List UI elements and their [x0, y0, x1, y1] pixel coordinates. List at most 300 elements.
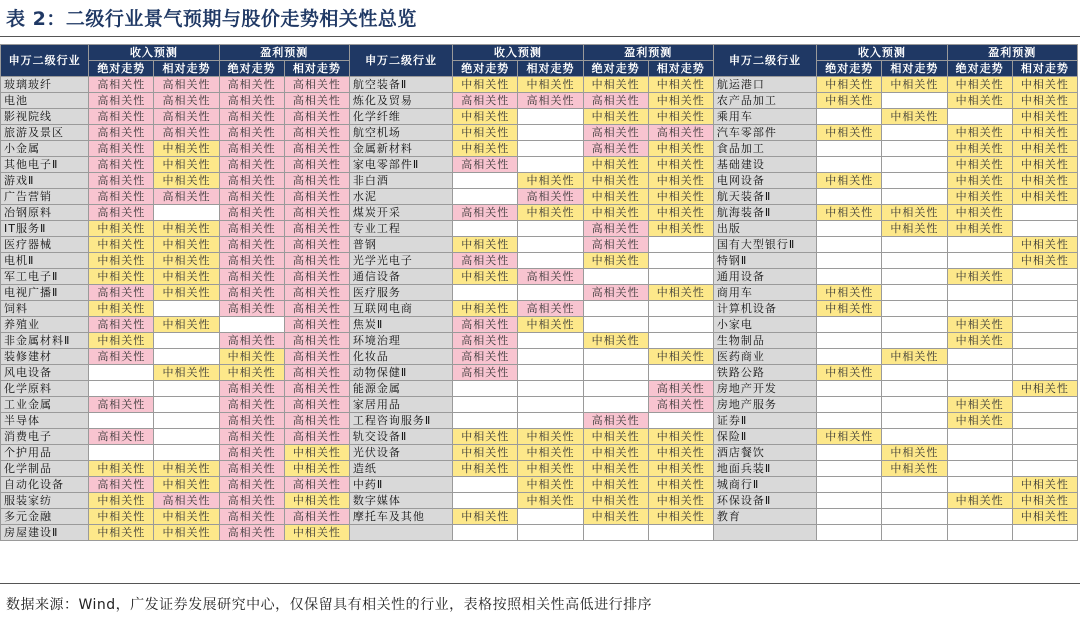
correlation-cell: 中相关性 — [947, 397, 1012, 413]
table-row — [1, 205, 1078, 221]
correlation-cell: 中相关性 — [453, 301, 518, 317]
correlation-cell: 中相关性 — [453, 461, 518, 477]
industry-name-cell: 医疗服务 — [349, 285, 452, 301]
correlation-cell — [882, 333, 947, 349]
industry-name-cell — [349, 525, 452, 541]
industry-name-cell: 食品加工 — [713, 141, 816, 157]
correlation-cell: 高相关性 — [89, 189, 154, 205]
correlation-cell — [882, 253, 947, 269]
correlation-cell — [882, 269, 947, 285]
correlation-cell: 中相关性 — [154, 253, 219, 269]
correlation-cell — [154, 333, 219, 349]
table-row — [1, 349, 1078, 365]
industry-name-cell: 医药商业 — [713, 349, 816, 365]
correlation-cell: 中相关性 — [583, 493, 648, 509]
table-row — [1, 173, 1078, 189]
correlation-cell: 高相关性 — [518, 189, 583, 205]
correlation-cell: 中相关性 — [453, 77, 518, 93]
table-row — [1, 77, 1078, 93]
correlation-cell: 高相关性 — [284, 381, 349, 397]
correlation-cell — [453, 477, 518, 493]
correlation-cell: 高相关性 — [219, 493, 284, 509]
correlation-cell — [882, 509, 947, 525]
col-header-revenue: 收入预测 — [453, 45, 583, 61]
correlation-cell — [882, 477, 947, 493]
correlation-cell: 高相关性 — [284, 301, 349, 317]
correlation-cell: 中相关性 — [648, 221, 713, 237]
table-row — [1, 141, 1078, 157]
header-row-1 — [1, 45, 1078, 61]
correlation-cell — [518, 157, 583, 173]
correlation-cell: 高相关性 — [453, 349, 518, 365]
industry-name-cell: 房屋建设Ⅱ — [1, 525, 89, 541]
industry-name-cell: 自动化设备 — [1, 477, 89, 493]
correlation-cell — [817, 253, 882, 269]
correlation-cell: 高相关性 — [89, 317, 154, 333]
correlation-cell: 中相关性 — [882, 221, 947, 237]
industry-name-cell: 消费电子 — [1, 429, 89, 445]
correlation-cell — [947, 525, 1012, 541]
industry-name-cell: 基础建设 — [713, 157, 816, 173]
correlation-cell: 中相关性 — [1012, 93, 1077, 109]
correlation-cell — [154, 205, 219, 221]
correlation-cell — [1012, 429, 1077, 445]
correlation-cell — [453, 493, 518, 509]
title-divider — [0, 36, 1080, 37]
correlation-cell — [817, 477, 882, 493]
industry-name-cell: 保险Ⅱ — [713, 429, 816, 445]
correlation-cell — [518, 109, 583, 125]
correlation-cell: 中相关性 — [648, 285, 713, 301]
correlation-cell — [882, 173, 947, 189]
industry-name-cell: 医疗器械 — [1, 237, 89, 253]
correlation-cell: 高相关性 — [453, 317, 518, 333]
table-row — [1, 109, 1078, 125]
correlation-cell: 高相关性 — [284, 205, 349, 221]
correlation-cell — [817, 237, 882, 253]
correlation-cell — [882, 141, 947, 157]
correlation-cell: 中相关性 — [648, 93, 713, 109]
industry-name-cell: 国有大型银行Ⅱ — [713, 237, 816, 253]
industry-name-cell: 生物制品 — [713, 333, 816, 349]
correlation-cell — [882, 125, 947, 141]
correlation-cell: 高相关性 — [89, 205, 154, 221]
table-row — [1, 237, 1078, 253]
table-row — [1, 93, 1078, 109]
correlation-cell: 高相关性 — [154, 189, 219, 205]
industry-name-cell: 广告营销 — [1, 189, 89, 205]
correlation-cell — [154, 301, 219, 317]
col-header-revenue: 收入预测 — [817, 45, 947, 61]
correlation-cell — [648, 317, 713, 333]
correlation-cell — [518, 237, 583, 253]
correlation-cell: 中相关性 — [947, 173, 1012, 189]
correlation-cell: 中相关性 — [583, 109, 648, 125]
correlation-cell: 中相关性 — [583, 157, 648, 173]
industry-name-cell: 煤炭开采 — [349, 205, 452, 221]
correlation-cell: 中相关性 — [453, 237, 518, 253]
correlation-cell — [817, 157, 882, 173]
correlation-cell: 中相关性 — [453, 429, 518, 445]
industry-name-cell: 游戏Ⅱ — [1, 173, 89, 189]
correlation-cell — [882, 317, 947, 333]
correlation-cell: 中相关性 — [817, 301, 882, 317]
industry-name-cell: 航海装备Ⅱ — [713, 205, 816, 221]
correlation-cell: 高相关性 — [583, 125, 648, 141]
correlation-cell — [817, 109, 882, 125]
correlation-cell — [583, 301, 648, 317]
correlation-cell: 中相关性 — [518, 317, 583, 333]
col-header-abs: 绝对走势 — [453, 61, 518, 77]
table-row — [1, 221, 1078, 237]
table-row — [1, 461, 1078, 477]
correlation-cell: 中相关性 — [583, 333, 648, 349]
correlation-cell — [583, 397, 648, 413]
table-row — [1, 525, 1078, 541]
correlation-cell — [583, 525, 648, 541]
correlation-cell: 中相关性 — [154, 525, 219, 541]
correlation-cell: 高相关性 — [648, 125, 713, 141]
correlation-cell — [648, 365, 713, 381]
correlation-cell: 中相关性 — [1012, 253, 1077, 269]
industry-name-cell: 水泥 — [349, 189, 452, 205]
correlation-cell: 中相关性 — [518, 429, 583, 445]
correlation-cell — [882, 189, 947, 205]
correlation-cell: 中相关性 — [518, 173, 583, 189]
correlation-cell — [154, 445, 219, 461]
industry-name-cell: 旅游及景区 — [1, 125, 89, 141]
industry-name-cell: 乘用车 — [713, 109, 816, 125]
correlation-cell — [1012, 445, 1077, 461]
col-header-abs: 绝对走势 — [583, 61, 648, 77]
correlation-cell: 高相关性 — [219, 509, 284, 525]
correlation-cell: 高相关性 — [154, 109, 219, 125]
correlation-cell — [453, 189, 518, 205]
correlation-cell — [882, 493, 947, 509]
correlation-cell: 中相关性 — [154, 141, 219, 157]
correlation-cell: 高相关性 — [219, 381, 284, 397]
correlation-cell: 中相关性 — [89, 509, 154, 525]
correlation-cell: 中相关性 — [1012, 157, 1077, 173]
correlation-cell — [817, 189, 882, 205]
correlation-cell: 中相关性 — [947, 493, 1012, 509]
correlation-cell: 中相关性 — [518, 77, 583, 93]
correlation-cell: 高相关性 — [219, 285, 284, 301]
industry-name-cell: 互联网电商 — [349, 301, 452, 317]
correlation-cell — [817, 413, 882, 429]
table-row — [1, 285, 1078, 301]
correlation-cell: 高相关性 — [89, 397, 154, 413]
industry-name-cell: 农产品加工 — [713, 93, 816, 109]
correlation-cell: 中相关性 — [648, 173, 713, 189]
correlation-cell: 中相关性 — [154, 285, 219, 301]
correlation-cell — [453, 525, 518, 541]
industry-name-cell: 光伏设备 — [349, 445, 452, 461]
correlation-cell: 中相关性 — [453, 141, 518, 157]
col-header-rel: 相对走势 — [882, 61, 947, 77]
industry-name-cell: 工业金属 — [1, 397, 89, 413]
industry-name-cell: 商用车 — [713, 285, 816, 301]
correlation-cell: 中相关性 — [1012, 381, 1077, 397]
col-header-rel: 相对走势 — [518, 61, 583, 77]
correlation-cell: 高相关性 — [219, 525, 284, 541]
correlation-cell: 中相关性 — [518, 205, 583, 221]
col-header-abs: 绝对走势 — [947, 61, 1012, 77]
col-header-abs: 绝对走势 — [89, 61, 154, 77]
correlation-cell — [817, 221, 882, 237]
industry-name-cell: 汽车零部件 — [713, 125, 816, 141]
correlation-cell: 中相关性 — [154, 157, 219, 173]
correlation-cell: 高相关性 — [154, 77, 219, 93]
industry-name-cell: 小家电 — [713, 317, 816, 333]
correlation-cell — [154, 381, 219, 397]
correlation-cell — [882, 301, 947, 317]
correlation-cell: 中相关性 — [583, 445, 648, 461]
correlation-cell — [518, 349, 583, 365]
correlation-cell — [648, 253, 713, 269]
correlation-cell: 高相关性 — [284, 93, 349, 109]
correlation-cell: 中相关性 — [817, 365, 882, 381]
correlation-cell: 中相关性 — [882, 77, 947, 93]
correlation-cell: 高相关性 — [89, 93, 154, 109]
correlation-cell: 高相关性 — [583, 237, 648, 253]
correlation-cell: 高相关性 — [284, 109, 349, 125]
correlation-cell — [518, 141, 583, 157]
industry-name-cell: 玻璃玻纤 — [1, 77, 89, 93]
correlation-cell: 中相关性 — [453, 445, 518, 461]
correlation-cell — [947, 349, 1012, 365]
col-header-rel: 相对走势 — [284, 61, 349, 77]
correlation-cell — [1012, 301, 1077, 317]
correlation-cell — [89, 381, 154, 397]
correlation-cell: 高相关性 — [89, 141, 154, 157]
correlation-cell: 高相关性 — [284, 221, 349, 237]
correlation-cell: 高相关性 — [89, 429, 154, 445]
correlation-cell: 中相关性 — [284, 493, 349, 509]
correlation-cell: 高相关性 — [219, 429, 284, 445]
correlation-cell: 高相关性 — [154, 493, 219, 509]
correlation-cell: 高相关性 — [284, 429, 349, 445]
correlation-cell: 高相关性 — [154, 125, 219, 141]
correlation-cell: 中相关性 — [583, 477, 648, 493]
correlation-cell: 中相关性 — [583, 77, 648, 93]
industry-name-cell: 化学原料 — [1, 381, 89, 397]
correlation-cell: 中相关性 — [947, 93, 1012, 109]
correlation-cell — [817, 525, 882, 541]
correlation-cell: 中相关性 — [583, 173, 648, 189]
col-header-rel: 相对走势 — [648, 61, 713, 77]
correlation-cell — [817, 493, 882, 509]
correlation-cell — [583, 365, 648, 381]
industry-name-cell: 航空机场 — [349, 125, 452, 141]
correlation-cell: 中相关性 — [284, 525, 349, 541]
correlation-cell: 中相关性 — [89, 301, 154, 317]
table-row — [1, 397, 1078, 413]
correlation-cell: 中相关性 — [817, 93, 882, 109]
correlation-cell: 高相关性 — [219, 221, 284, 237]
correlation-cell — [947, 461, 1012, 477]
industry-name-cell: 房地产开发 — [713, 381, 816, 397]
industry-name-cell: 教育 — [713, 509, 816, 525]
correlation-cell: 中相关性 — [648, 445, 713, 461]
industry-name-cell: 普钢 — [349, 237, 452, 253]
correlation-cell: 高相关性 — [284, 125, 349, 141]
industry-name-cell — [713, 525, 816, 541]
correlation-cell: 中相关性 — [1012, 77, 1077, 93]
correlation-cell: 中相关性 — [1012, 189, 1077, 205]
correlation-cell: 中相关性 — [583, 509, 648, 525]
correlation-cell: 高相关性 — [219, 253, 284, 269]
correlation-cell: 高相关性 — [219, 237, 284, 253]
table-title: 表 2：二级行业景气预期与股价走势相关性总览 — [6, 8, 417, 30]
industry-name-cell: 个护用品 — [1, 445, 89, 461]
correlation-cell: 中相关性 — [817, 173, 882, 189]
correlation-cell — [1012, 525, 1077, 541]
correlation-cell: 高相关性 — [89, 125, 154, 141]
correlation-cell: 中相关性 — [453, 269, 518, 285]
correlation-cell: 高相关性 — [219, 77, 284, 93]
industry-name-cell: 饲料 — [1, 301, 89, 317]
correlation-cell: 中相关性 — [154, 477, 219, 493]
correlation-cell: 中相关性 — [89, 461, 154, 477]
table-row — [1, 429, 1078, 445]
industry-name-cell: 半导体 — [1, 413, 89, 429]
correlation-cell: 高相关性 — [219, 333, 284, 349]
correlation-cell — [947, 429, 1012, 445]
correlation-cell — [882, 429, 947, 445]
correlation-cell — [648, 413, 713, 429]
correlation-cell: 中相关性 — [583, 205, 648, 221]
correlation-cell: 高相关性 — [219, 157, 284, 173]
correlation-cell — [1012, 269, 1077, 285]
industry-name-cell: 航空装备Ⅱ — [349, 77, 452, 93]
industry-name-cell: 化妆品 — [349, 349, 452, 365]
industry-name-cell: 专业工程 — [349, 221, 452, 237]
industry-name-cell: 造纸 — [349, 461, 452, 477]
industry-name-cell: 电机Ⅱ — [1, 253, 89, 269]
industry-name-cell: 城商行Ⅱ — [713, 477, 816, 493]
correlation-cell: 中相关性 — [648, 349, 713, 365]
correlation-cell: 中相关性 — [89, 333, 154, 349]
correlation-cell — [518, 221, 583, 237]
correlation-cell: 高相关性 — [219, 269, 284, 285]
correlation-cell — [583, 349, 648, 365]
correlation-cell — [817, 381, 882, 397]
industry-name-cell: 轨交设备Ⅱ — [349, 429, 452, 445]
industry-name-cell: 风电设备 — [1, 365, 89, 381]
col-header-industry: 申万二级行业 — [1, 45, 89, 77]
correlation-cell — [518, 365, 583, 381]
col-header-revenue: 收入预测 — [89, 45, 219, 61]
col-header-industry: 申万二级行业 — [349, 45, 452, 77]
correlation-cell: 高相关性 — [284, 365, 349, 381]
correlation-cell: 高相关性 — [89, 109, 154, 125]
source-note: 数据来源：Wind，广发证券发展研究中心，仅保留具有相关性的行业，表格按照相关性高低进行排序 — [6, 597, 653, 613]
correlation-cell — [453, 397, 518, 413]
correlation-cell — [89, 365, 154, 381]
correlation-cell: 高相关性 — [453, 365, 518, 381]
correlation-cell — [947, 365, 1012, 381]
table-row — [1, 157, 1078, 173]
correlation-cell: 中相关性 — [1012, 509, 1077, 525]
correlation-cell: 中相关性 — [154, 173, 219, 189]
correlation-cell: 中相关性 — [583, 189, 648, 205]
correlation-cell — [583, 269, 648, 285]
correlation-cell: 高相关性 — [284, 317, 349, 333]
correlation-cell: 高相关性 — [89, 157, 154, 173]
correlation-cell: 中相关性 — [89, 269, 154, 285]
correlation-cell: 高相关性 — [219, 173, 284, 189]
correlation-cell: 中相关性 — [1012, 493, 1077, 509]
correlation-cell: 中相关性 — [583, 461, 648, 477]
correlation-cell — [518, 285, 583, 301]
correlation-cell: 中相关性 — [154, 317, 219, 333]
correlation-cell: 中相关性 — [89, 221, 154, 237]
industry-name-cell: 通用设备 — [713, 269, 816, 285]
table-row — [1, 189, 1078, 205]
industry-name-cell: 非金属材料Ⅱ — [1, 333, 89, 349]
industry-name-cell: 航运港口 — [713, 77, 816, 93]
col-header-rel: 相对走势 — [1012, 61, 1077, 77]
table-row — [1, 365, 1078, 381]
industry-name-cell: 房地产服务 — [713, 397, 816, 413]
correlation-cell: 高相关性 — [154, 93, 219, 109]
correlation-cell — [1012, 461, 1077, 477]
industry-name-cell: 航天装备Ⅱ — [713, 189, 816, 205]
correlation-cell: 高相关性 — [284, 333, 349, 349]
correlation-cell — [1012, 285, 1077, 301]
correlation-cell: 高相关性 — [284, 269, 349, 285]
industry-name-cell: 特钢Ⅱ — [713, 253, 816, 269]
correlation-cell: 中相关性 — [947, 141, 1012, 157]
correlation-cell: 中相关性 — [648, 493, 713, 509]
industry-name-cell: 非白酒 — [349, 173, 452, 189]
correlation-cell: 高相关性 — [219, 445, 284, 461]
correlation-cell — [89, 445, 154, 461]
correlation-cell: 中相关性 — [284, 461, 349, 477]
correlation-cell: 中相关性 — [947, 413, 1012, 429]
industry-name-cell: 电池 — [1, 93, 89, 109]
correlation-cell: 高相关性 — [219, 477, 284, 493]
correlation-cell: 中相关性 — [1012, 141, 1077, 157]
correlation-cell: 中相关性 — [453, 509, 518, 525]
correlation-cell: 中相关性 — [453, 125, 518, 141]
col-header-abs: 绝对走势 — [219, 61, 284, 77]
correlation-cell: 高相关性 — [583, 93, 648, 109]
correlation-cell — [648, 237, 713, 253]
correlation-cell: 中相关性 — [882, 445, 947, 461]
correlation-cell: 高相关性 — [219, 141, 284, 157]
industry-name-cell: 酒店餐饮 — [713, 445, 816, 461]
industry-name-cell: 家居用品 — [349, 397, 452, 413]
correlation-cell — [453, 173, 518, 189]
correlation-cell: 高相关性 — [648, 397, 713, 413]
industry-name-cell: 工程咨询服务Ⅱ — [349, 413, 452, 429]
industry-name-cell: 动物保健Ⅱ — [349, 365, 452, 381]
correlation-cell — [648, 269, 713, 285]
correlation-cell — [817, 509, 882, 525]
correlation-cell: 高相关性 — [219, 205, 284, 221]
correlation-cell: 中相关性 — [89, 493, 154, 509]
correlation-cell: 中相关性 — [89, 525, 154, 541]
correlation-cell: 高相关性 — [583, 413, 648, 429]
table-row — [1, 125, 1078, 141]
table-row — [1, 477, 1078, 493]
correlation-cell: 中相关性 — [947, 269, 1012, 285]
correlation-cell: 中相关性 — [947, 77, 1012, 93]
correlation-cell: 中相关性 — [882, 205, 947, 221]
correlation-cell — [154, 397, 219, 413]
